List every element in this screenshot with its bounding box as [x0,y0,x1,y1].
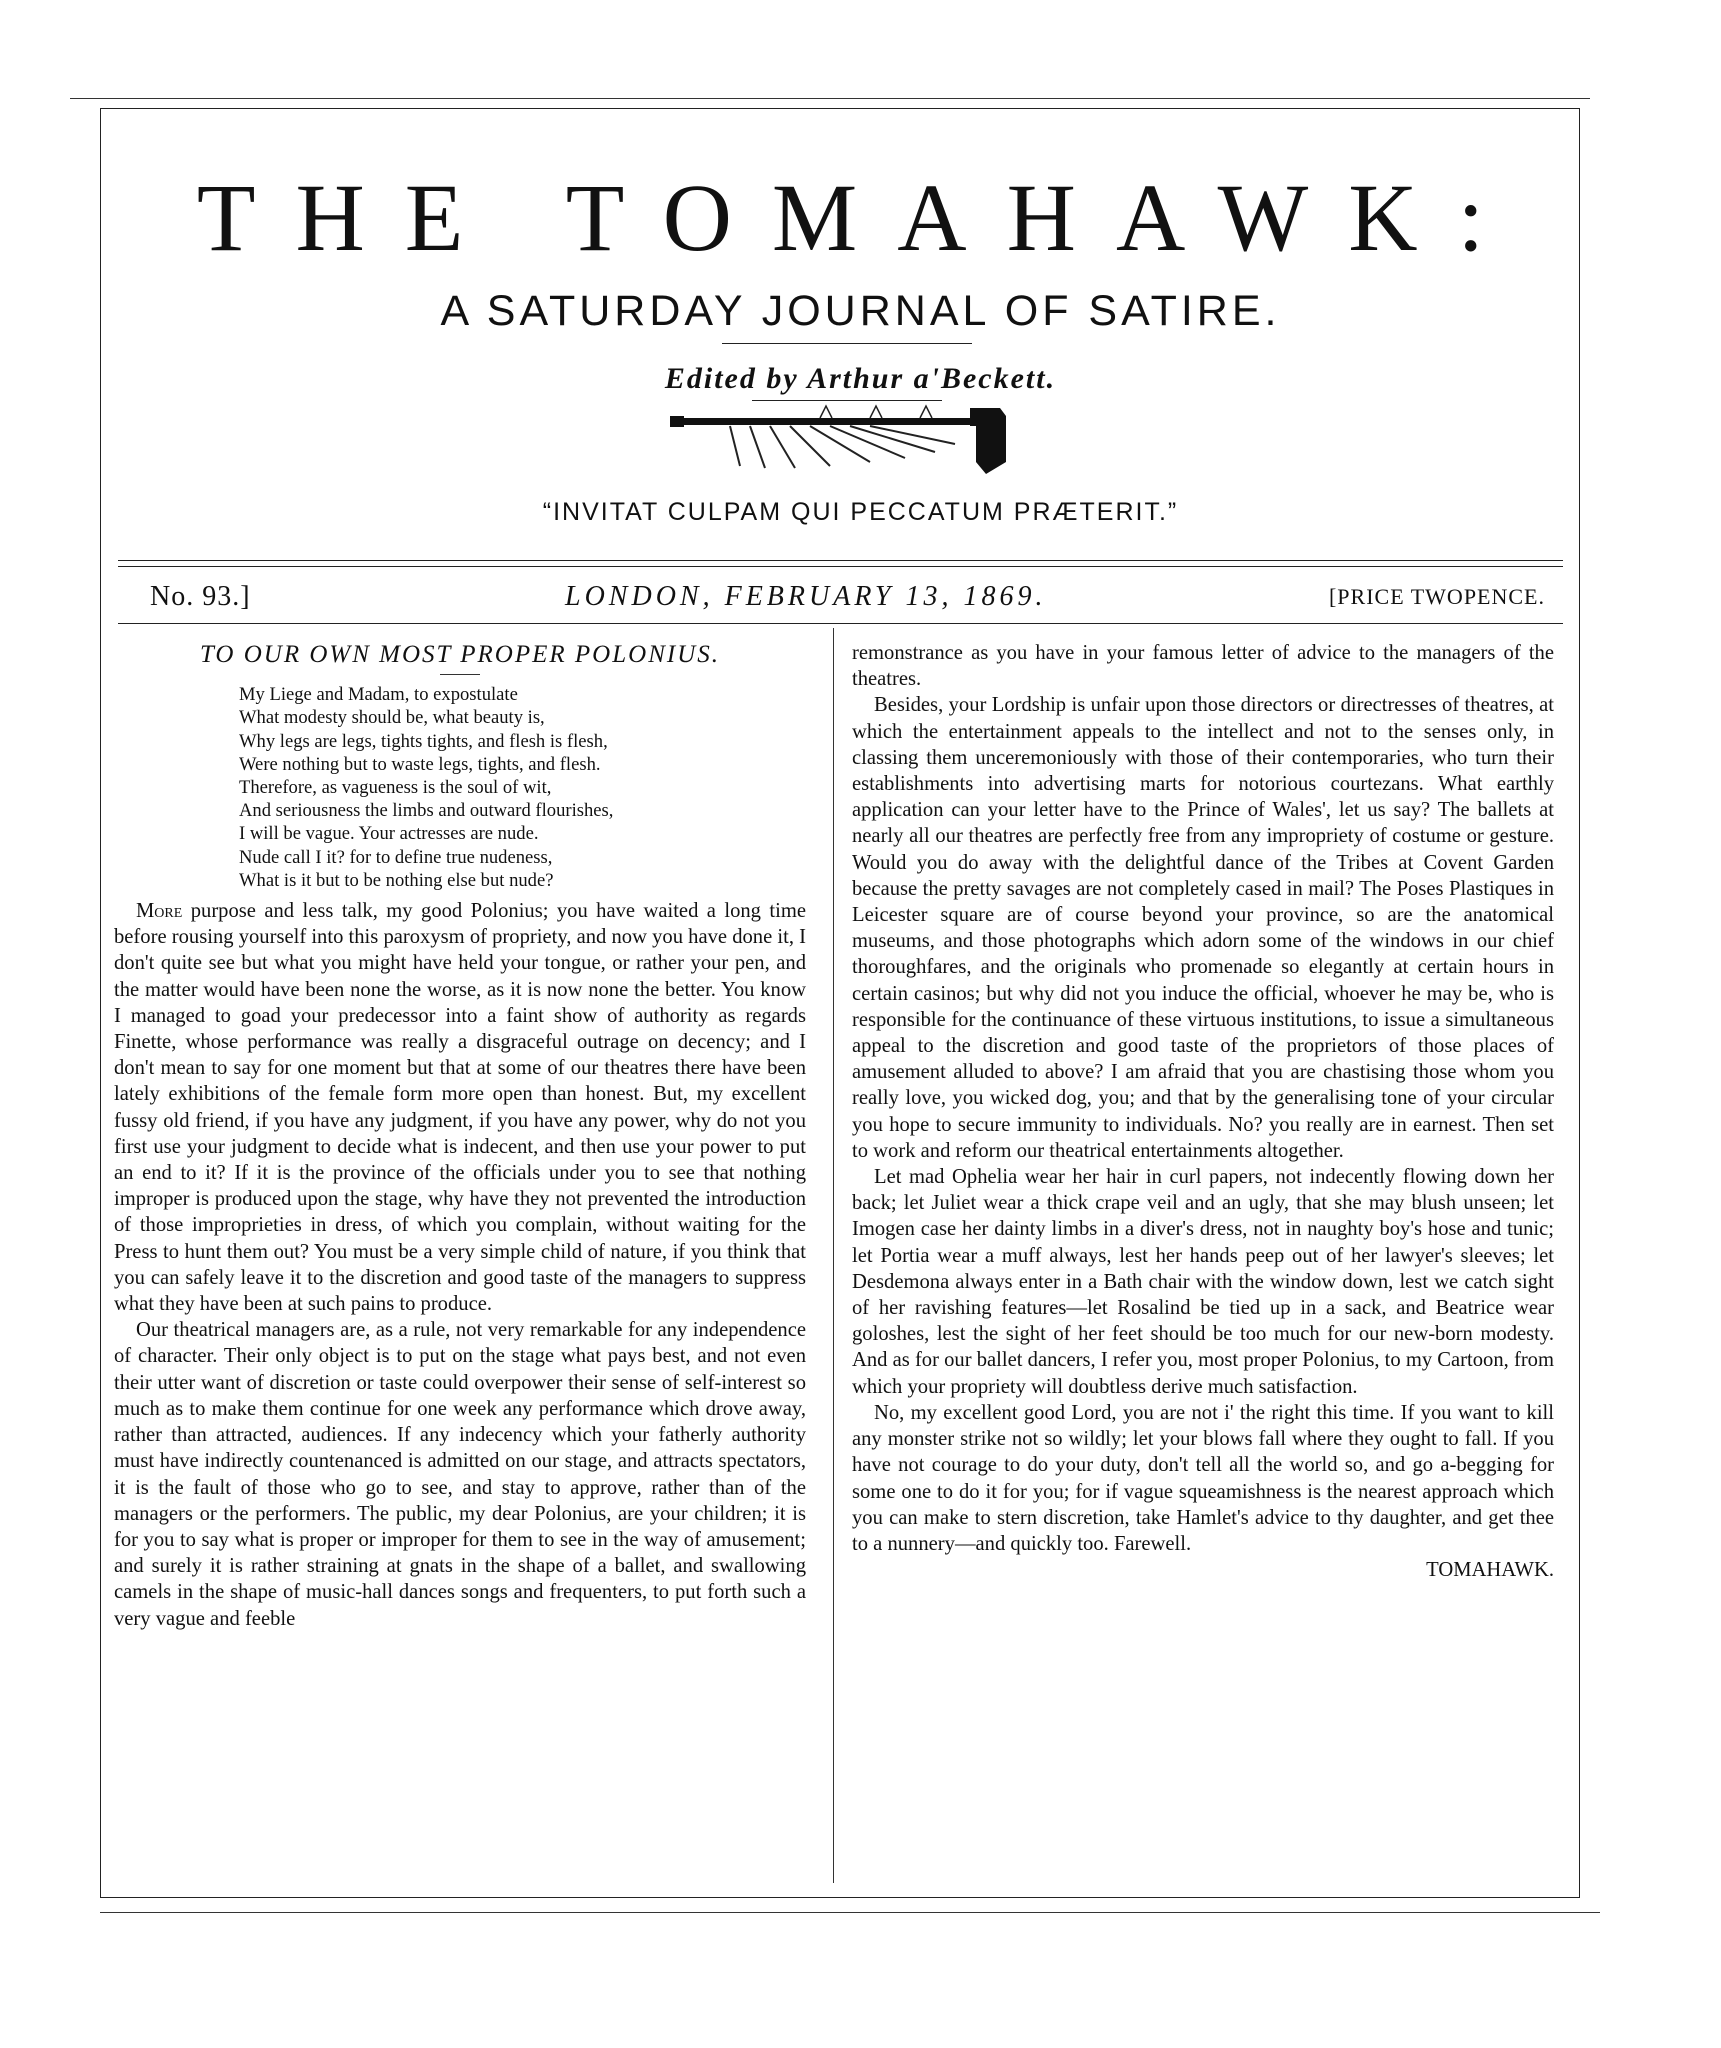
issue-number: No. 93.] [150,581,251,612]
paragraph-2: Our theatrical managers are, as a rule, not very remarkable for any independence of character. Their only object is to put on the stage what pays best, and not even their utter want of discretion or taste could overpower their sense of self-interest so much as to make them continue for one week any performance which drove away, rather than attracted, audiences. If any indecency which your fatherly authority must have indirectly countenanced is admitted on our stage, and attracts spectators, it is the fault of those who go to see, and stay to approve, rather than of the managers or the performers. The public, my dear Polonius, are your children; it is for you to say what is proper or improper for them to see in the way of amusement; and surely it is rather straining at gnats in the shape of a ballet, and swallowing camels in the shape of music-hall dances songs and frequenters, to put forth such a very vague and feeble [114,1319,806,1630]
verse-line: Why legs are legs, tights tights, and flesh is flesh, [239,730,608,752]
paragraph-lead: More [136,900,183,923]
epigraph-verse [239,683,806,892]
column-right [852,640,1554,1880]
verse-line: Nude call I it? for to define true nudeness, [239,846,553,868]
column-divider [833,628,834,1883]
masthead-double-rule-top [118,560,1563,561]
top-rule [70,98,1590,99]
signature: TOMAHAWK. [1426,1559,1554,1582]
editor-line: Edited by Arthur a'Beckett. [664,362,1057,395]
editor-rule [752,400,942,401]
paragraph-1 [114,898,806,1317]
paragraph-5: Let mad Ophelia wear her hair in curl papers, not indecently flowing down her back; let Juliet wear a thick crape veil and an ugly, that she may blush unseen; let Imogen case her dainty limbs in a diver's dress, not in naughty boy's hose and tunic; let Portia wear a muff always, lest her hands peep out of her lawyer's sleeves; let Desdemona always enter in a Bath chair with the window down, lest we catch sight of her ravishing features—let Rosalind be tied up in a sack, and Beatrice wear goloshes, lest the sight of her feet should be too much for our new-born modesty. And as for our ballet dancers, I refer you, most proper Polonius, to my Cartoon, from which your propriety will doubtless derive much satisfaction. [852,1166,1554,1398]
subtitle-rule [722,343,972,344]
place-date: LONDON, FEBRUARY 13, 1869. [565,581,1047,612]
paragraph-3: remonstrance as you have in your famous letter of advice to the managers of the theatres. [852,642,1554,691]
title-rule [440,674,480,675]
masthead-double-rule-bottom [118,566,1563,567]
column-left [114,640,806,1880]
motto: “INVITAT CULPAM QUI PECCATUM PRÆTERIT.” [542,498,1179,526]
verse-line: Were nothing but to waste legs, tights, and flesh. [239,753,601,775]
tomahawk-illustration-icon [670,402,1030,482]
masthead-subtitle: A SATURDAY JOURNAL OF SATIRE. [440,287,1281,335]
paragraph-1-text: purpose and less talk, my good Polonius; you have waited a long time before rousing yourself into this paroxysm of propriety, and now you have done it, I don't quite see but what you might have held your tongue, or rather your pen, and the matter would have been none the worse, as it is now none the better. You know I managed to goad your predecessor into a faint show of authority as regards Finette, whose performance was really a disgraceful outrage on decency; and I don't mean to say for one moment but that at some of our theatres there have been lately exhibitions of the female form more open than honest. But, my excellent fussy old friend, if you have any judgment, if you have any power, why do not you first use your judgment to decide what is indecent, and then use your power to put an end to it? If it is the province of the officials under you to see that nothing improper is produced upon the stage, why have they not prevented the introduction of those improprieties in dress, of which you complain, without waiting for the Press to hunt them out? You must be a very simple child of nature, if you think that you can safely leave it to the discretion and good taste of the managers to suppress what they have been at such pains to produce. [114,900,806,1316]
verse-line: What modesty should be, what beauty is, [239,707,545,729]
verse-line: Therefore, as vagueness is the soul of wit, [239,777,552,799]
masthead-title: THE TOMAHAWK: [196,164,1525,271]
article-title: TO OUR OWN MOST PROPER POLONIUS. [199,641,721,668]
verse-line: I will be vague. Your actresses are nude. [239,823,539,845]
verse-line: My Liege and Madam, to expostulate [239,684,518,706]
paragraph-6: No, my excellent good Lord, you are not i' the right this time. If you want to kill any monster strike not so wildly; let your blows fall where they ought to fall. If you have not courage to do your duty, don't tell all the world so, and go a-begging for some one to do it for you; for if vague squeamishness is the nearest approach which you can make to stern discretion, take Hamlet's advice to thy daughter, and get thee to a nunnery—and quickly too. Farewell. [852,1401,1554,1555]
price: [PRICE TWOPENCE. [1328,584,1545,609]
verse-line: What is it but to be nothing else but nude? [239,869,554,891]
dateline-rule [118,623,1563,624]
bottom-rule [100,1912,1600,1913]
verse-line: And seriousness the limbs and outward flourishes, [239,800,614,822]
dateline [150,577,1545,617]
paragraph-4: Besides, your Lordship is unfair upon those directors or directresses of theatres, at which the entertainment appeals to the intellect and not to the senses only, in classing them unceremoniously with those of their contemporaries, who turn their establishments into advertising marts for notorious courtezans. What earthly application can your letter have to the Prince of Wales', let us say? The ballets at nearly all our theatres are perfectly free from any impropriety of costume or gesture. Would you do away with the delightful dance of the Tribes at Covent Garden because the pretty savages are not completely cased in mail? The Poses Plastiques in Leicester square are of course beyond your province, so are the anatomical museums, and those photographs which adorn some of the windows in our chief thoroughfares, and the originals who promenade so elegantly at certain hours in certain casinos; but why did not you induce the official, whoever he may be, who is responsible for the continuance of these virtuous institutions, to issue a simultaneous appeal to the discretion and good taste of the proprietors of those places of amusement alluded to above? I am afraid that you are chastising those whom you really love, you wicked dog, you; and that by the generalising tone of your circular you hope to secure immunity to individuals. No? you really are in earnest. Then set to work and reform our theatrical entertainments altogether. [852,694,1554,1162]
